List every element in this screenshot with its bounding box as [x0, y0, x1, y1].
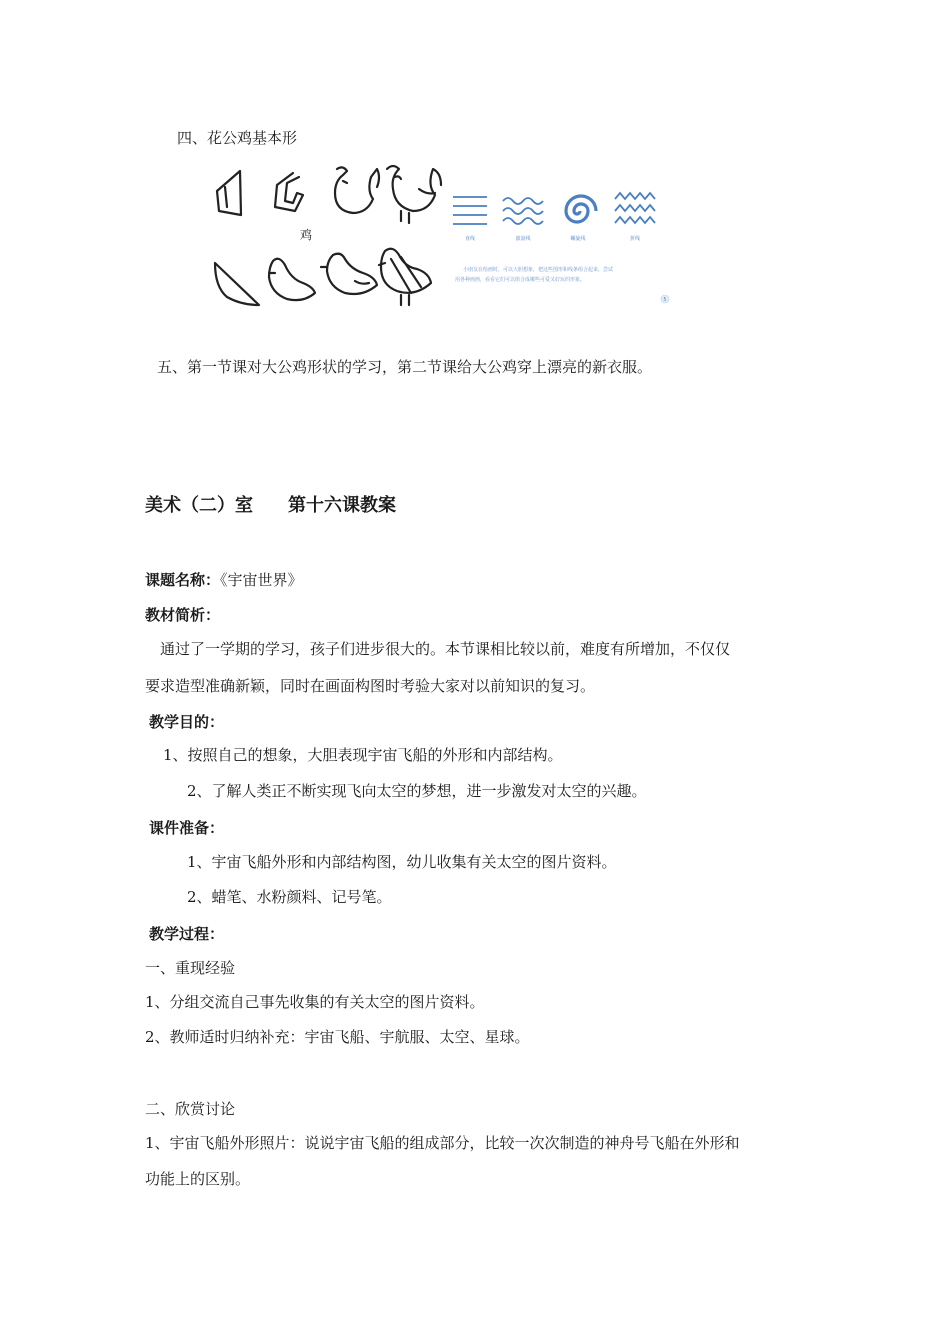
- prep-2: 2、蜡笔、水粉颜料、记号笔。: [187, 888, 392, 906]
- chick-step3-icon: [321, 254, 377, 294]
- process-label: 教学过程：: [149, 925, 225, 943]
- chick-step4-icon: [379, 249, 431, 305]
- goals-label: 教学目的：: [149, 713, 225, 731]
- topic-row: [145, 570, 303, 590]
- step-2-item-1-line-2: 功能上的区别。: [145, 1170, 251, 1188]
- prep-1: 1、宇宙飞船外形和内部结构图，幼儿收集有关太空的图片资料。: [187, 853, 617, 871]
- rooster-step4-icon: [387, 166, 441, 223]
- wavy-lines-icon: [503, 198, 543, 224]
- lesson-title-left: 美术（二）室: [145, 495, 253, 516]
- straight-lines-icon: [453, 197, 487, 224]
- label-spiral: 螺旋线: [570, 236, 586, 242]
- step-2-heading: 二、欣赏讨论: [145, 1100, 236, 1118]
- chick-step1-icon: [215, 263, 259, 305]
- section-5-text: 五、第一节课对大公鸡形状的学习，第二节课给大公鸡穿上漂亮的新衣服。: [157, 358, 653, 376]
- label-wavy: 波浪线: [515, 236, 531, 242]
- analysis-line-2: 要求造型准确新颖，同时在画面构图时考验大家对以前知识的复习。: [145, 677, 596, 695]
- analysis-line-1: 通过了一学期的学习，孩子们进步很大的。本节课相比较以前，难度有所增加，不仅仅: [160, 640, 731, 658]
- analysis-label: 教材简析：: [145, 606, 221, 624]
- lesson-title-right: 第十六课教案: [288, 495, 396, 516]
- figure-caption-line1: 小朋友在绘画时，可以大胆想象，把这些图形和线条组合起来，尝试: [463, 267, 614, 273]
- step-2-item-1-line-1: 1、宇宙飞船外形照片：说说宇宙飞船的组成部分，比较一次次制造的神舟号飞船在外形和: [145, 1134, 740, 1152]
- figure-caption-line2: 用各种画画，看看它们可以组合成哪些可爱又好玩的形象。: [455, 277, 586, 283]
- rooster-shapes-figure: [205, 155, 680, 310]
- spiral-line-icon: [566, 196, 596, 222]
- goal-2: 2、了解人类正不断实现飞向太空的梦想，进一步激发对太空的兴趣。: [187, 782, 647, 800]
- line-types-panel: [453, 193, 655, 224]
- rooster-step1-icon: [217, 171, 241, 215]
- topic-label: 课题名称：: [145, 571, 221, 589]
- step-1-item-2: 2、教师适时归纳补充：宇宙飞船、宇航服、太空、星球。: [145, 1028, 530, 1046]
- zigzag-lines-icon: [615, 193, 655, 223]
- label-straight: 直线: [464, 236, 476, 242]
- rooster-step2-icon: [275, 173, 303, 211]
- chick-step2-icon: [269, 259, 315, 300]
- handwritten-char: 鸡: [300, 228, 313, 242]
- topic-value: 《宇宙世界》: [220, 571, 303, 589]
- step-1-item-1: 1、分组交流自己事先收集的有关太空的图片资料。: [145, 993, 485, 1011]
- rooster-step3-icon: [335, 167, 379, 213]
- step-1-heading: 一、重现经验: [145, 959, 236, 977]
- page-number: 5: [663, 297, 667, 303]
- label-zigzag: 折线: [629, 236, 641, 242]
- prep-label: 课件准备：: [149, 819, 225, 837]
- section-4-heading: 四、花公鸡基本形: [177, 129, 298, 147]
- goal-1: 1、按照自己的想象，大胆表现宇宙飞船的外形和内部结构。: [163, 746, 563, 764]
